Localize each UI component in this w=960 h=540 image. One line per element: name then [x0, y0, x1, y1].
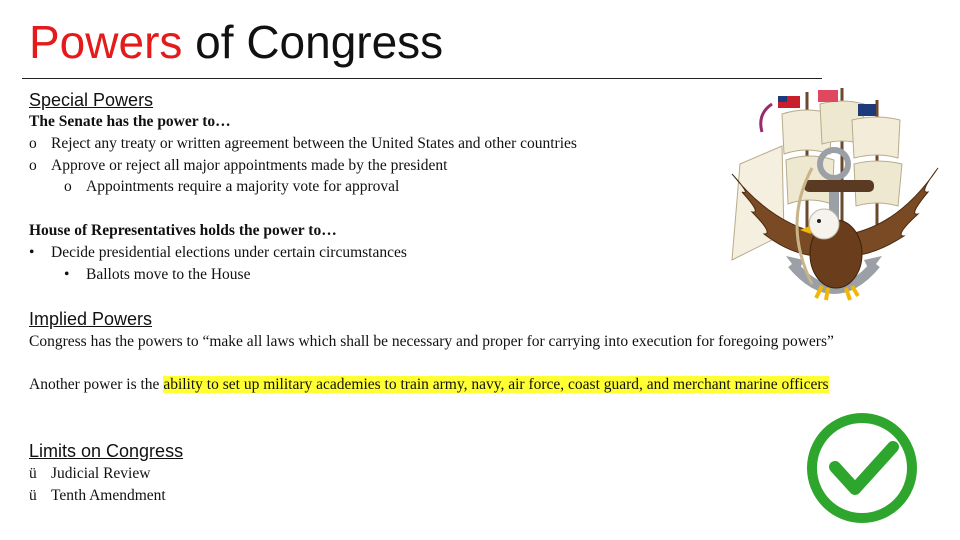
senate-intro: The Senate has the power to… [29, 113, 231, 130]
bullet-o: o [29, 157, 37, 174]
house-item-text: Decide presidential elections under certain circumstances [51, 244, 407, 261]
limits-item-2 [29, 485, 166, 507]
limits-item-2-text: Tenth Amendment [51, 487, 166, 504]
senate-item-2 [29, 155, 447, 177]
highlighted-text: ability to set up military academies to train army, navy, air force, coast guard, and merchant marine officers [163, 376, 829, 393]
check-bullet: ü [29, 487, 37, 504]
house-subitem-text: Ballots move to the House [86, 266, 251, 283]
naval-emblem-icon [712, 84, 952, 320]
implied-paragraph-1: Congress has the powers to “make all laws which shall be necessary and proper for carrying into execution for foregoing powers” [29, 333, 834, 350]
bullet-o: o [64, 178, 72, 195]
house-item [29, 242, 407, 264]
implied-paragraph-2 [29, 374, 859, 396]
title-accent: Powers [29, 16, 183, 68]
limits-item-1-text: Judicial Review [51, 465, 151, 482]
bullet-dot: • [29, 244, 35, 261]
house-subitem [64, 264, 250, 286]
senate-item-1-text: Reject any treaty or written agreement between the United States and other countries [51, 135, 577, 152]
senate-item-2-text: Approve or reject all major appointments made by the president [51, 157, 448, 174]
implied-paragraph-2-lead: Another power is the [29, 376, 164, 393]
limits-item-1 [29, 463, 150, 485]
title-rest: of Congress [182, 16, 444, 68]
page-title [29, 14, 443, 70]
bullet-o: o [29, 135, 37, 152]
senate-item-1 [29, 133, 577, 155]
implied-powers-heading: Implied Powers [29, 309, 153, 329]
house-intro: House of Representatives holds the power to… [29, 222, 337, 239]
green-check-circle-icon [803, 409, 921, 527]
senate-subitem-text: Appointments require a majority vote for approval [86, 178, 400, 195]
special-powers-heading: Special Powers [29, 90, 154, 110]
bullet-dot: • [64, 266, 70, 283]
title-divider [22, 78, 822, 79]
check-bullet: ü [29, 465, 37, 482]
limits-heading: Limits on Congress [29, 441, 184, 461]
senate-subitem [64, 176, 399, 198]
